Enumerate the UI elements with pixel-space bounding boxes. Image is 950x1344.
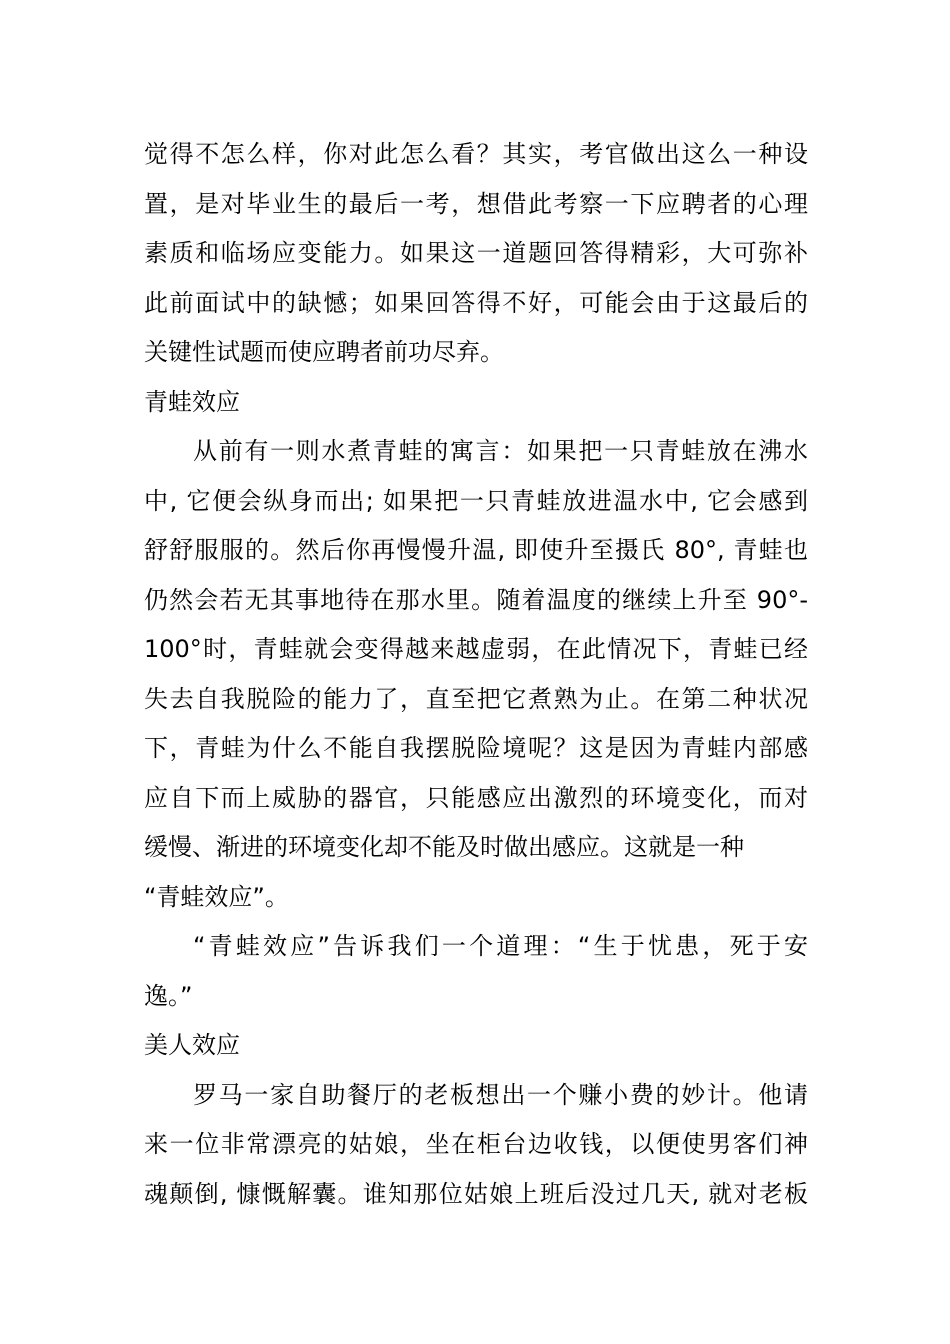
- paragraph-line: 失去自我脱险的能力了，直至把它煮熟为止。在第二种状况: [144, 684, 808, 713]
- paragraph-line: 缓慢、渐进的环境变化却不能及时做出感应。这就是一种: [144, 833, 744, 861]
- paragraph-line: 逸。”: [144, 981, 193, 1010]
- paragraph-line: 从前有一则水煮青蛙的寓言：如果把一只青蛙放在沸水: [193, 437, 808, 465]
- paragraph-line: 置，是对毕业生的最后一考，想借此考察一下应聘者的心理: [144, 189, 808, 218]
- paragraph-line: 应自下而上威胁的器官，只能感应出激烈的环境变化，而对: [144, 783, 808, 812]
- paragraph-line: 素质和临场应变能力。如果这一道题回答得精彩，大可弥补: [144, 239, 808, 267]
- paragraph-line: 关键性试题而使应聘者前功尽弃。: [144, 338, 504, 366]
- document-body: [144, 130, 808, 1219]
- paragraph-line: 觉得不怎么样，你对此怎么看？其实，考官做出这么一种设: [144, 140, 808, 168]
- paragraph-line: 魂颠倒, 慷慨解囊。谁知那位姑娘上班后没过几天, 就对老板: [144, 1179, 808, 1208]
- paragraph-line: “青蛙效应”。: [144, 882, 289, 911]
- paragraph-line: 100°时，青蛙就会变得越来越虚弱，在此情况下，青蛙已经: [144, 635, 808, 663]
- paragraph-line: 此前面试中的缺憾；如果回答得不好，可能会由于这最后的: [144, 288, 808, 317]
- paragraph-line: 罗马一家自助餐厅的老板想出一个赚小费的妙计。他请: [193, 1080, 808, 1109]
- paragraph-line: 来一位非常漂亮的姑娘，坐在柜台边收钱，以便使男客们神: [144, 1130, 808, 1158]
- paragraph-line: 舒舒服服的。然后你再慢慢升温, 即使升至摄氏 80°, 青蛙也: [144, 536, 808, 564]
- paragraph-line: “青蛙效应”告诉我们一个道理：“生于忧患，死于安: [193, 932, 808, 960]
- paragraph-line: 仍然会若无其事地待在那水里。随着温度的继续上升至 90°-: [144, 585, 808, 614]
- paragraph-line: 中, 它便会纵身而出; 如果把一只青蛙放进温水中, 它会感到: [144, 486, 808, 515]
- section-heading: 美人效应: [144, 1031, 240, 1059]
- paragraph-line: 下，青蛙为什么不能自我摆脱险境呢？这是因为青蛙内部感: [144, 734, 808, 762]
- section-heading: 青蛙效应: [144, 387, 240, 416]
